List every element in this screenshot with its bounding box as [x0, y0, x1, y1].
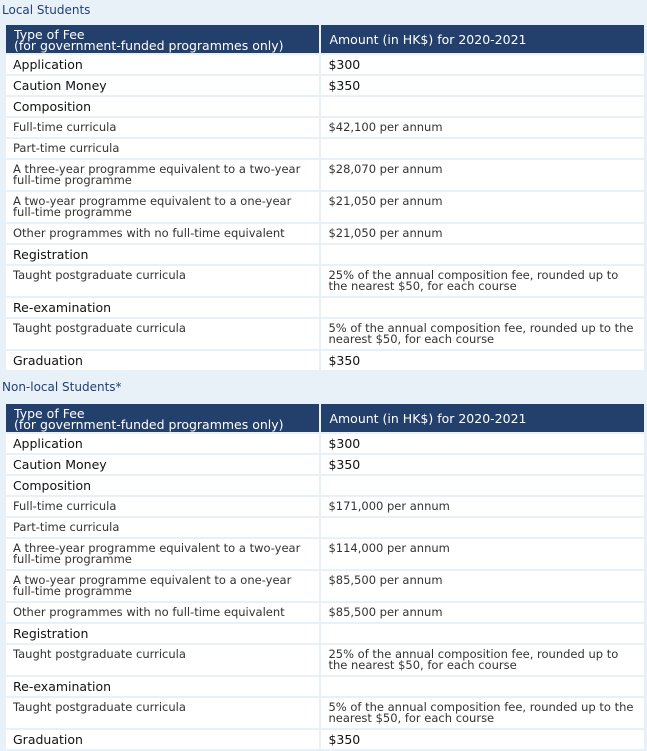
- fee-amount-cell: [321, 518, 644, 537]
- fee-amount-cell: 5% of the annual composition fee, rounded up to the nearest $50, for each course: [321, 698, 644, 728]
- type-of-fee-label: Type of Fee: [14, 27, 85, 42]
- table-row: [6, 192, 644, 222]
- fee-type-cell: Application: [6, 55, 319, 74]
- table-row: [6, 476, 644, 495]
- amount-header: Amount (in HK$) for 2020-2021: [321, 404, 644, 432]
- type-of-fee-header: [6, 404, 319, 432]
- table-row: [6, 55, 644, 74]
- fee-type-cell: Caution Money: [6, 455, 319, 474]
- fee-type-cell: Re-examination: [6, 298, 319, 317]
- fee-amount-cell: $85,500 per annum: [321, 603, 644, 622]
- table-row: [6, 118, 644, 137]
- fee-type-cell: A two-year programme equivalent to a one-year full-time programme: [6, 192, 319, 222]
- fee-amount-cell: $28,070 per annum: [321, 160, 644, 190]
- fee-type-cell: Other programmes with no full-time equivalent: [6, 603, 319, 622]
- fee-type-cell: Caution Money: [6, 76, 319, 95]
- table-header-row: [6, 25, 644, 53]
- fee-type-cell: Full-time curricula: [6, 118, 319, 137]
- fee-type-cell: Part-time curricula: [6, 139, 319, 158]
- table-row: [6, 97, 644, 116]
- fee-type-cell: Application: [6, 434, 319, 453]
- fee-amount-cell: $350: [321, 455, 644, 474]
- fee-amount-cell: 25% of the annual composition fee, rounded up to the nearest $50, for each course: [321, 266, 644, 296]
- fee-type-cell: Taught postgraduate curricula: [6, 266, 319, 296]
- amount-header: Amount (in HK$) for 2020-2021: [321, 25, 644, 53]
- fee-type-cell: Graduation: [6, 730, 319, 749]
- table-row: [6, 698, 644, 728]
- table-row: [6, 518, 644, 537]
- table-row: [6, 624, 644, 643]
- fee-type-cell: Graduation: [6, 351, 319, 370]
- table-row: [6, 139, 644, 158]
- fee-type-cell: A three-year programme equivalent to a two-year full-time programme: [6, 160, 319, 190]
- table-row: [6, 298, 644, 317]
- fee-amount-cell: $300: [321, 55, 644, 74]
- table-row: [6, 677, 644, 696]
- fee-type-cell: Registration: [6, 245, 319, 264]
- fee-table: [4, 402, 646, 751]
- type-of-fee-sublabel: (for government-funded programmes only): [14, 417, 284, 432]
- table-row: [6, 351, 644, 370]
- table-row: [6, 319, 644, 349]
- fee-amount-cell: $21,050 per annum: [321, 224, 644, 243]
- fee-type-cell: Part-time curricula: [6, 518, 319, 537]
- fee-type-cell: Composition: [6, 97, 319, 116]
- fee-amount-cell: [321, 245, 644, 264]
- fee-amount-cell: [321, 677, 644, 696]
- table-row: [6, 645, 644, 675]
- fee-type-cell: Taught postgraduate curricula: [6, 645, 319, 675]
- fee-type-cell: Other programmes with no full-time equivalent: [6, 224, 319, 243]
- fee-amount-cell: $350: [321, 730, 644, 749]
- table-row: [6, 76, 644, 95]
- fee-type-cell: Registration: [6, 624, 319, 643]
- type-of-fee-header: [6, 25, 319, 53]
- fee-type-cell: A three-year programme equivalent to a two-year full-time programme: [6, 539, 319, 569]
- type-of-fee-sublabel: (for government-funded programmes only): [14, 38, 284, 53]
- fee-amount-cell: $21,050 per annum: [321, 192, 644, 222]
- fee-amount-cell: $350: [321, 76, 644, 95]
- table-row: [6, 539, 644, 569]
- table-row: [6, 245, 644, 264]
- fee-amount-cell: $350: [321, 351, 644, 370]
- fee-type-cell: Composition: [6, 476, 319, 495]
- fee-type-cell: Re-examination: [6, 677, 319, 696]
- table-row: [6, 266, 644, 296]
- fee-amount-cell: $300: [321, 434, 644, 453]
- fee-amount-cell: $85,500 per annum: [321, 571, 644, 601]
- fee-type-cell: Full-time curricula: [6, 497, 319, 516]
- table-row: [6, 224, 644, 243]
- type-of-fee-label: Type of Fee: [14, 406, 85, 421]
- table-header-row: [6, 404, 644, 432]
- fee-amount-cell: [321, 97, 644, 116]
- fee-amount-cell: $114,000 per annum: [321, 539, 644, 569]
- table-row: [6, 497, 644, 516]
- fee-type-cell: Taught postgraduate curricula: [6, 698, 319, 728]
- section-title: Non-local Students*: [2, 380, 122, 394]
- fee-amount-cell: 5% of the annual composition fee, rounded up to the nearest $50, for each course: [321, 319, 644, 349]
- fee-amount-cell: [321, 476, 644, 495]
- table-row: [6, 455, 644, 474]
- fee-type-cell: Taught postgraduate curricula: [6, 319, 319, 349]
- table-row: [6, 603, 644, 622]
- table-row: [6, 160, 644, 190]
- fee-type-cell: A two-year programme equivalent to a one-year full-time programme: [6, 571, 319, 601]
- fee-amount-cell: $171,000 per annum: [321, 497, 644, 516]
- table-row: [6, 730, 644, 749]
- fee-table: [4, 23, 646, 372]
- fee-amount-cell: [321, 298, 644, 317]
- fee-amount-cell: $42,100 per annum: [321, 118, 644, 137]
- fee-amount-cell: [321, 624, 644, 643]
- fee-amount-cell: 25% of the annual composition fee, rounded up to the nearest $50, for each course: [321, 645, 644, 675]
- table-row: [6, 434, 644, 453]
- table-row: [6, 571, 644, 601]
- section-title: Local Students: [2, 3, 91, 17]
- fee-amount-cell: [321, 139, 644, 158]
